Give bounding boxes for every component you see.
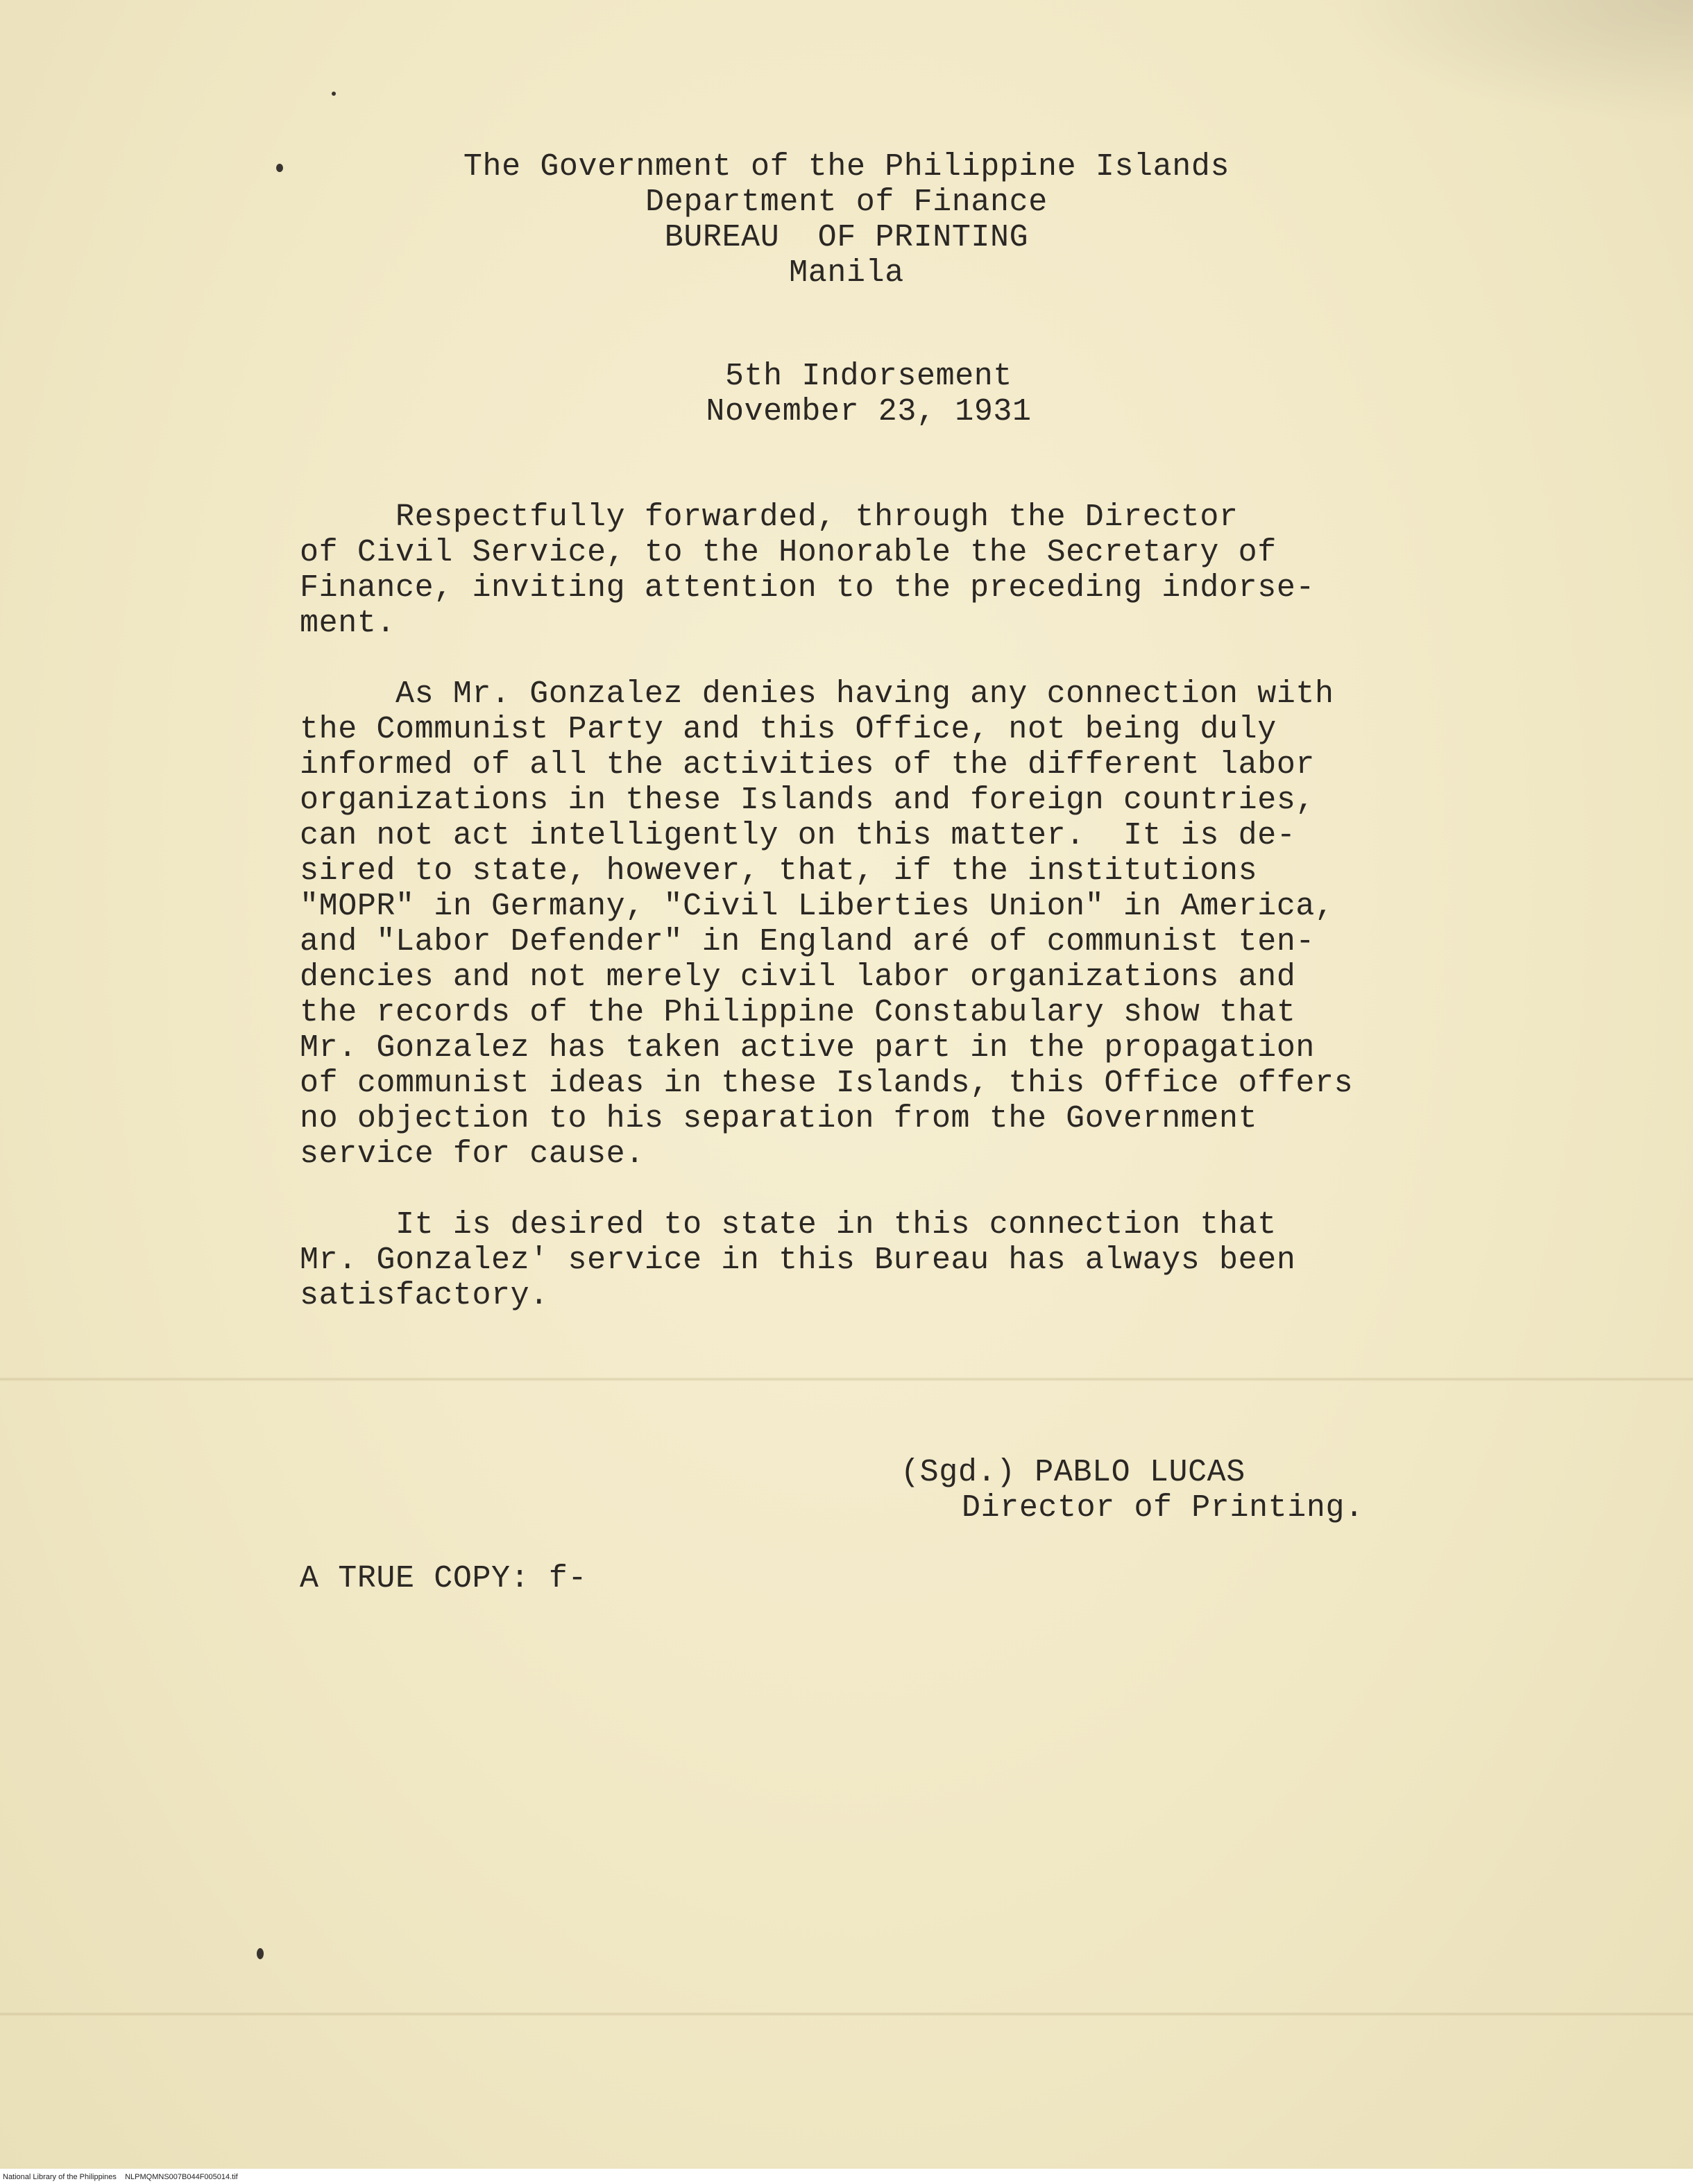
paragraph-line: ment. — [300, 606, 396, 641]
paragraph-line: of Civil Service, to the Honorable the Secretary of — [300, 535, 1277, 570]
paragraph-line: informed of all the activities of the different labor — [300, 747, 1316, 783]
paragraph-line: dencies and not merely civil labor organizations and — [300, 959, 1296, 995]
paragraph-line: sired to state, however, that, if the institutions — [300, 853, 1258, 889]
true-copy-label: A TRUE COPY: f- — [300, 1561, 588, 1596]
paragraph-line: no objection to his separation from the Government — [300, 1101, 1258, 1136]
archive-footer-text: National Library of the Philippines NLPMQMNS007B044F005014.tif — [3, 2173, 238, 2181]
paragraph-line: organizations in these Islands and foreign countries, — [300, 783, 1316, 818]
paragraph-line: Respectfully forwarded, through the Director — [300, 500, 1239, 535]
indorsement-date: November 23, 1931 — [706, 394, 1032, 429]
paragraph-line: Finance, inviting attention to the preceding indorse- — [300, 570, 1316, 606]
signature-name: (Sgd.) PABLO LUCAS — [901, 1455, 1245, 1490]
page-corner-shading — [1332, 0, 1693, 125]
indorsement-title: 5th Indorsement — [724, 359, 1013, 394]
paper-fold-line — [0, 1377, 1693, 1381]
paragraph-line: service for cause. — [300, 1136, 645, 1172]
ink-speck — [332, 92, 336, 96]
paragraph-line: of communist ideas in these Islands, this Office offers — [300, 1066, 1354, 1101]
paragraph-line: satisfactory. — [300, 1278, 549, 1313]
letterhead-bureau: BUREAU OF PRINTING — [664, 220, 1029, 255]
paragraph-line: As Mr. Gonzalez denies having any connection with — [300, 676, 1334, 712]
paragraph-line: the records of the Philippine Constabulary show that — [300, 995, 1296, 1030]
paragraph-line: It is desired to state in this connection that — [300, 1207, 1277, 1243]
paragraph-line: and "Labor Defender" in England aré of communist ten- — [300, 924, 1316, 959]
signature-title: Director of Printing. — [962, 1490, 1364, 1526]
letterhead-department: Department of Finance — [645, 185, 1048, 220]
punch-hole-mark — [257, 1948, 264, 1959]
paper-fold-line — [0, 2012, 1693, 2016]
letterhead-city: Manila — [789, 255, 904, 291]
letterhead-government: The Government of the Philippine Islands — [463, 149, 1230, 185]
paragraph-line: the Communist Party and this Office, not being duly — [300, 712, 1277, 747]
paragraph-line: "MOPR" in Germany, "Civil Liberties Union" in America, — [300, 889, 1334, 924]
paragraph-line: can not act intelligently on this matter. It is de- — [300, 818, 1296, 853]
paragraph-line: Mr. Gonzalez' service in this Bureau has always been — [300, 1243, 1296, 1278]
paragraph-line: Mr. Gonzalez has taken active part in the propagation — [300, 1030, 1316, 1066]
archive-footer-strip — [0, 2169, 1693, 2184]
